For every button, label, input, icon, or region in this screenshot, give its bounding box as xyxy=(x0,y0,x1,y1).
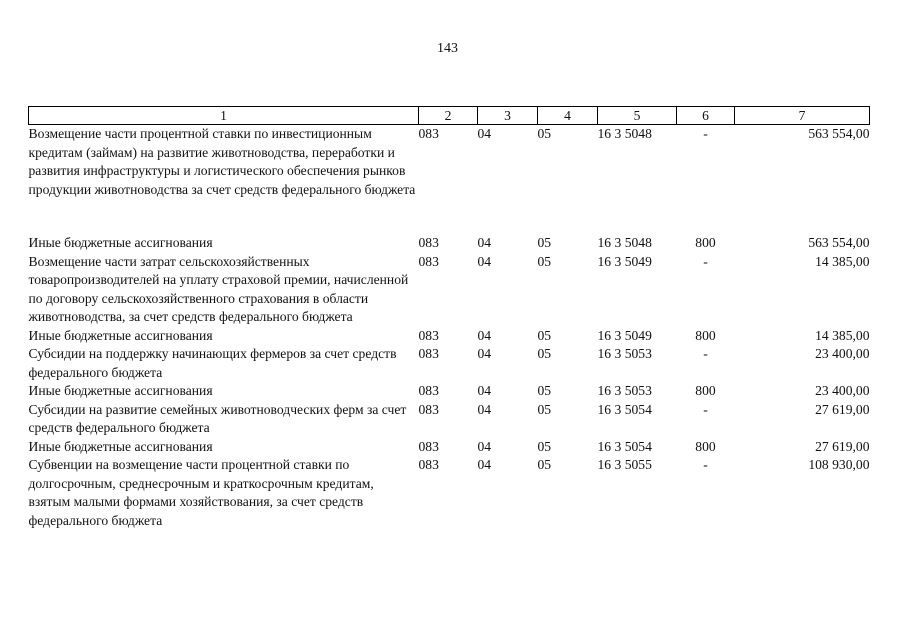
row-code-2: 083 xyxy=(418,401,439,417)
row-code-5: 16 3 5048 xyxy=(597,126,652,141)
column-header-7: 7 xyxy=(735,107,870,125)
row-amount: 14 385,00 xyxy=(815,253,870,269)
row-amount: 27 619,00 xyxy=(815,401,870,417)
row-code-6: 800 xyxy=(695,383,716,398)
row-code-5: 16 3 5049 xyxy=(597,327,652,343)
row-code-6: - xyxy=(703,126,708,141)
column-header-6: 6 xyxy=(677,107,735,125)
row-code-2: 083 xyxy=(418,327,439,343)
row-code-3: 04 xyxy=(477,401,492,417)
row-code-6: 800 xyxy=(695,327,716,343)
row-code-6: 800 xyxy=(695,235,716,250)
row-name: Субсидии на поддержку начинающих фермеров за счет средств федерального бюджета xyxy=(28,346,397,380)
row-code-4: 05 xyxy=(537,327,552,343)
row-code-5: 16 3 5053 xyxy=(597,383,652,398)
row-code-6: - xyxy=(703,253,708,269)
column-header-1: 1 xyxy=(29,107,419,125)
column-header-4: 4 xyxy=(538,107,598,125)
row-name: Иные бюджетные ассигнования xyxy=(28,327,213,343)
column-header-3: 3 xyxy=(478,107,538,125)
row-amount: 563 554,00 xyxy=(808,126,870,141)
table-row xyxy=(29,438,870,457)
row-code-4: 05 xyxy=(537,438,552,454)
row-code-4: 05 xyxy=(537,457,552,472)
row-name: Иные бюджетные ассигнования xyxy=(28,383,213,398)
row-code-5: 16 3 5054 xyxy=(597,438,652,454)
table-row xyxy=(29,234,870,253)
row-code-6: 800 xyxy=(695,438,716,454)
row-code-2: 083 xyxy=(418,438,439,454)
table-row xyxy=(29,253,870,327)
column-header-2: 2 xyxy=(419,107,478,125)
row-code-3: 04 xyxy=(477,383,492,398)
row-amount: 27 619,00 xyxy=(815,438,870,454)
row-name: Субвенции на возмещение части процентной ставки по долгосрочным, среднесрочным и краткосрочным кредитам, взятым малыми формами хозяйствования, за счет средств федерального бюджета xyxy=(28,457,374,528)
row-name: Иные бюджетные ассигнования xyxy=(28,235,213,250)
row-name: Возмещение части процентной ставки по инвестиционным кредитам (займам) на развитие животноводства, переработки и развития инфраструктуры и логистического обеспечения рынков продукции животноводства за счет средств федерального бюджета xyxy=(28,126,416,197)
page-number: 143 xyxy=(437,41,458,56)
row-code-2: 083 xyxy=(418,126,439,141)
row-name: Иные бюджетные ассигнования xyxy=(28,438,213,454)
row-code-2: 083 xyxy=(418,253,439,269)
row-spacer-cell xyxy=(29,199,870,234)
row-code-3: 04 xyxy=(477,253,492,269)
row-code-5: 16 3 5055 xyxy=(597,457,652,472)
row-name: Субсидии на развитие семейных животноводческих ферм за счет средств федерального бюджета xyxy=(28,401,407,435)
row-code-4: 05 xyxy=(537,383,552,398)
row-code-5: 16 3 5054 xyxy=(597,401,652,417)
row-code-2: 083 xyxy=(418,235,439,250)
row-amount: 563 554,00 xyxy=(808,235,870,250)
row-code-2: 083 xyxy=(418,346,439,361)
budget-table xyxy=(28,106,870,530)
row-code-4: 05 xyxy=(537,346,552,361)
row-code-5: 16 3 5048 xyxy=(597,235,652,250)
row-amount: 108 930,00 xyxy=(808,457,870,472)
table-row xyxy=(29,456,870,530)
row-amount: 14 385,00 xyxy=(815,327,870,343)
row-amount: 23 400,00 xyxy=(815,383,870,398)
column-header-5: 5 xyxy=(598,107,677,125)
row-code-3: 04 xyxy=(477,327,492,343)
row-code-3: 04 xyxy=(477,438,492,454)
table-row xyxy=(29,327,870,346)
table-header-row xyxy=(29,107,870,125)
row-code-4: 05 xyxy=(537,126,552,141)
table-row xyxy=(29,382,870,401)
row-code-4: 05 xyxy=(537,401,552,417)
table-row xyxy=(29,401,870,438)
row-name: Возмещение части затрат сельскохозяйственных товаропроизводителей на уплату страховой премии, начисленной по договору сельскохозяйственного страхования в области животноводства, за счет средств федерального бюджета xyxy=(28,253,409,324)
row-code-4: 05 xyxy=(537,253,552,269)
row-code-6: - xyxy=(703,346,708,361)
row-code-2: 083 xyxy=(418,383,439,398)
row-code-6: - xyxy=(703,401,708,417)
row-spacer xyxy=(29,199,870,234)
table-row xyxy=(29,125,870,200)
row-code-4: 05 xyxy=(537,235,552,250)
table-row xyxy=(29,345,870,382)
row-code-3: 04 xyxy=(477,235,492,250)
row-amount: 23 400,00 xyxy=(815,346,870,361)
row-code-3: 04 xyxy=(477,457,492,472)
row-code-6: - xyxy=(703,457,708,472)
row-code-3: 04 xyxy=(477,126,492,141)
row-code-2: 083 xyxy=(418,457,439,472)
row-code-5: 16 3 5053 xyxy=(597,346,652,361)
row-code-5: 16 3 5049 xyxy=(597,253,652,269)
row-code-3: 04 xyxy=(477,346,492,361)
